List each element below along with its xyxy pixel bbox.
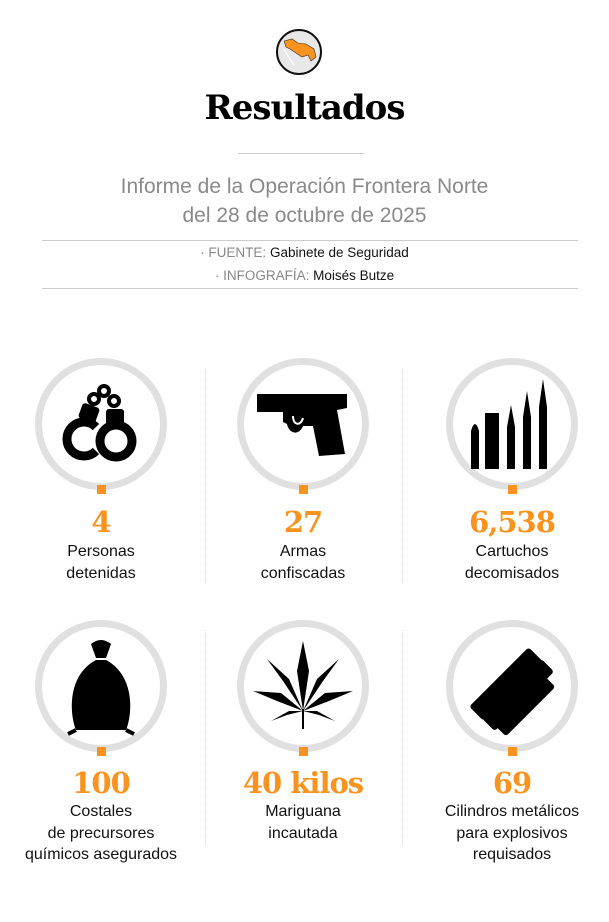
page-title: Resultados — [204, 88, 405, 128]
stat-label — [1, 541, 201, 584]
infographic-credit: · INFOGRAFÍA: Moisés Butze — [214, 268, 395, 283]
sack-icon — [51, 636, 151, 736]
stat-label-line: de precursores — [47, 824, 155, 842]
stat-label-line: decomisados — [464, 564, 560, 582]
mexico-map-logo-icon — [276, 29, 322, 75]
stat-label-line: Cartuchos — [475, 543, 549, 560]
stat-value: 6,538 — [469, 505, 555, 539]
stat-label-line: químicos asegurados — [24, 846, 178, 863]
stat-value: 40 kilos — [242, 766, 364, 800]
handcuffs-icon — [51, 374, 151, 474]
divider — [42, 240, 578, 241]
divider — [42, 288, 578, 289]
pistol-icon — [253, 374, 353, 474]
subtitle-line-1: Informe de la Operación Frontera Norte — [120, 175, 489, 198]
accent-marker — [97, 747, 106, 756]
accent-marker — [299, 485, 308, 494]
stat-label-line: requisados — [472, 846, 552, 863]
cannabis-leaf-icon — [253, 636, 353, 736]
bullets-icon — [462, 374, 562, 474]
stat-label-line: confiscadas — [260, 564, 346, 582]
source-credit: · FUENTE: Gabinete de Seguridad — [200, 245, 409, 260]
stat-value: 27 — [283, 505, 323, 539]
stat-value: 4 — [91, 505, 111, 539]
stat-label — [412, 801, 609, 866]
stat-label — [203, 541, 403, 584]
stat-label-line: Armas — [279, 543, 327, 560]
metal-cylinders-icon — [462, 636, 562, 736]
accent-marker — [299, 747, 308, 756]
accent-marker — [97, 485, 106, 494]
stat-label — [203, 801, 403, 844]
stat-label-line: Personas — [67, 543, 135, 560]
divider — [238, 153, 364, 154]
accent-marker — [508, 485, 517, 494]
stat-label-line: Cilindros metálicos — [444, 803, 580, 820]
stat-label — [1, 801, 201, 866]
stat-label-line: para explosivos — [456, 824, 568, 842]
subtitle-line-2: del 28 de octubre de 2025 — [182, 204, 427, 227]
stat-label-line: Mariguana — [265, 803, 341, 820]
stat-label-line: Costales — [69, 803, 133, 820]
stat-value: 69 — [492, 766, 532, 800]
subtitle — [0, 172, 609, 230]
stat-label — [412, 541, 609, 584]
stat-label-line: incautada — [268, 824, 338, 842]
stat-value: 100 — [72, 766, 130, 800]
accent-marker — [508, 747, 517, 756]
stat-label-line: detenidas — [66, 564, 136, 582]
